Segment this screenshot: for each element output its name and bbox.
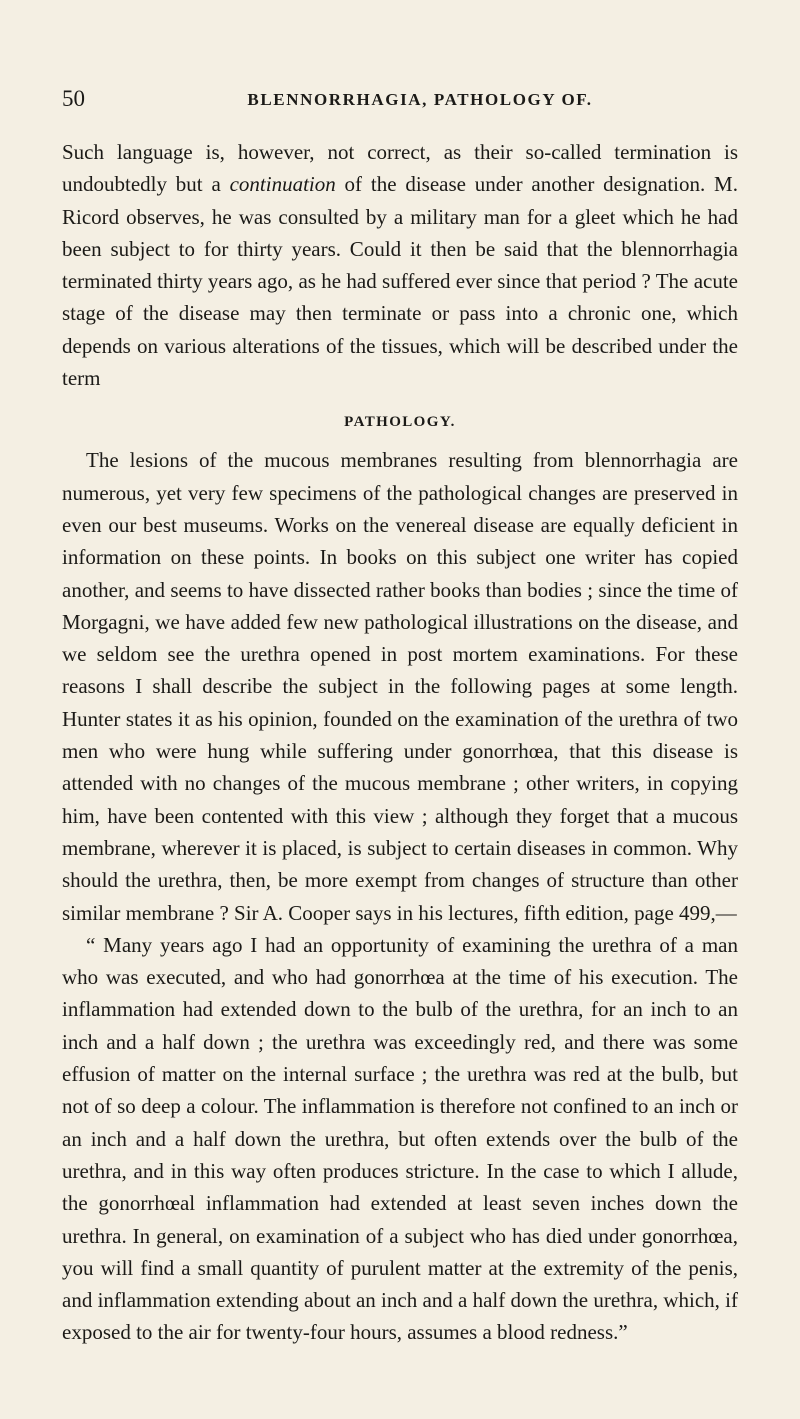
section-heading-pathology: PATHOLOGY. [344,414,456,431]
paragraph-termination-start: Such language is, however, not correct, as their so-called termination is undoubtedly but a [62,140,738,197]
running-head [62,84,738,114]
running-title: BLENNORRHAGIA, PATHOLOGY OF. [247,90,593,109]
paragraph-termination [62,136,738,394]
quotation-cooper: “ Many years ago I had an opportunity of examining the urethra of a man who was executed, and who had gonorrhœa at the time of his execution. The inflammation had extended down to the bulb of the urethra, for an inch to an inch and a half down ; the urethra was exceedingly red, and there was some effusion of matter on the internal surface ; the urethra was red at the bulb, but not of so deep a colour. The inflammation is therefore not confined to an inch or an inch and a half down the urethra, but often extends over the bulb of the urethra, and in this way often produces stricture. In the case to which I allude, the gonorrhœal inflammation had extended at least seven inches down the urethra. In general, on examination of a subject who has died under gonorrhœa, you will find a small quantity of purulent matter at the extremity of the penis, and inflammation extending about an inch and a half down the urethra, which, if exposed to the air for twenty-four hours, assumes a blood redness.” [62,932,738,1345]
paragraph-termination-end: of the disease under another designation. M. Ricord observes, he was consulted by a military man for a gleet which he had been subject to for thirty years. Could it then be said that the blennorrhagia terminated thirty years ago, as he had suffered ever since that period ? The acute stage of the disease may then terminate or pass into a chronic one, which depends on various alterations of the tissues, which will be described under the term [62,172,738,391]
page-body [62,136,738,1349]
emphasis-continuation: continuation [229,172,336,197]
paragraph-lesions: The lesions of the mucous membranes resulting from blennorrhagia are numerous, yet very few specimens of the pathological changes are preserved in even our best museums. Works on the venereal disease are equally deficient in information on these points. In books on this subject one writer has copied another, and seems to have dissected rather books than bodies ; since the time of Morgagni, we have added few new pathological illustrations on the disease, and we seldom see the urethra opened in post mortem examinations. For these reasons I shall describe the subject in the following pages at some length. Hunter states it as his opinion, founded on the examination of the urethra of two men who were hung while suffering under gonorrhœa, that this disease is attended with no changes of the mucous membrane ; other writers, in copying him, have been contented with this view ; although they forget that a mucous membrane, wherever it is placed, is subject to certain diseases in common. Why should the urethra, then, be more exempt from changes of structure than other similar membrane ? Sir A. Cooper says in his lectures, fifth edition, page 499,— [62,448,738,925]
page-number: 50 [62,86,85,111]
